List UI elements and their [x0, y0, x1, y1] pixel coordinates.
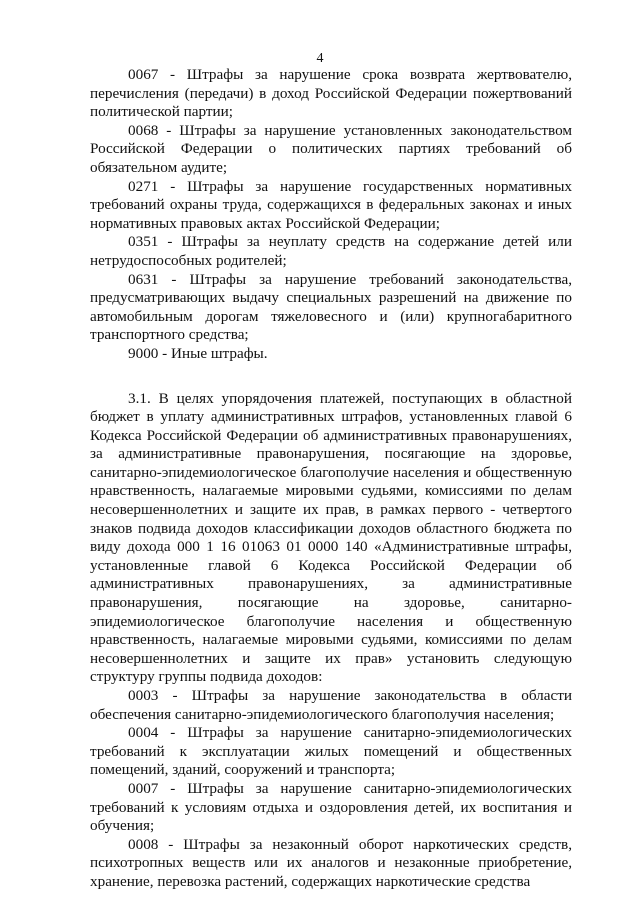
paragraph-0003: 0003 - Штрафы за нарушение законодательства в области обеспечения санитарно-эпидемиологического благополучия населения;: [90, 687, 572, 723]
paragraph-0007: 0007 - Штрафы за нарушение санитарно-эпидемиологических требований к условиям отдыха и оздоровления детей, их воспитания и обучения;: [90, 779, 572, 835]
paragraph-0631: 0631 - Штрафы за нарушение требований законодательства, предусматривающих выдачу специальных разрешений на движение по автомобильным дорогам тяжеловесного и (или) крупногабаритного транспортного средства;: [90, 270, 572, 344]
paragraph-0271: 0271 - Штрафы за нарушение государственных нормативных требований охраны труда, содержащихся в федеральных законах и иных нормативных правовых актах Российской Федерации;: [90, 177, 572, 232]
paragraph-0068: 0068 - Штрафы за нарушение установленных законодательством Российской Федерации о политических партиях требований об обязательном аудите;: [90, 121, 572, 176]
paragraph-0067: 0067 - Штрафы за нарушение срока возврата жертвователю, перечисления (передачи) в доход Российской Федерации пожертвований политической партии;: [90, 66, 572, 121]
section-gap: [90, 364, 572, 390]
paragraph-3-1: 3.1. В целях упорядочения платежей, поступающих в областной бюджет в уплату административных штрафов, установленных главой 6 Кодекса Российской Федерации об административных правонарушениях, за административные правонарушения, посягающие на здоровье, санитарно-эпидемиологическое благополучие населения и общественную нравственность, налагаемые мировыми судьями, комиссиями по делам несовершеннолетних и защите их прав, в рамках первого - четвертого знаков подвида доходов классификации доходов областного бюджета по виду дохода 000 1 16 01063 01 0000 140 «Административные штрафы, установленные главой 6 Кодекса Российской Федерации об административных правонарушениях, за административные правонарушения, посягающие на здоровье, санитарно-эпидемиологическое благополучие населения и общественную нравственность, налагаемые мировыми судьями, комиссиями по делам несовершеннолетних и защите их прав» установить следующую структуру группы подвида доходов:: [90, 389, 572, 686]
paragraph-0351: 0351 - Штрафы за неуплату средств на содержание детей или нетрудоспособных родителей;: [90, 233, 572, 269]
paragraph-9000: 9000 - Иные штрафы.: [128, 344, 268, 362]
paragraph-0008: 0008 - Штрафы за незаконный оборот наркотических средств, психотропных веществ или их аналогов и незаконные приобретение, хранение, перевозка растений, содержащих наркотические средства: [90, 835, 572, 890]
paragraph-0004: 0004 - Штрафы за нарушение санитарно-эпидемиологических требований к эксплуатации жилых помещений и общественных помещений, зданий, сооружений и транспорта;: [90, 724, 572, 779]
document-body: [90, 66, 572, 892]
page-number: 4: [316, 51, 324, 66]
